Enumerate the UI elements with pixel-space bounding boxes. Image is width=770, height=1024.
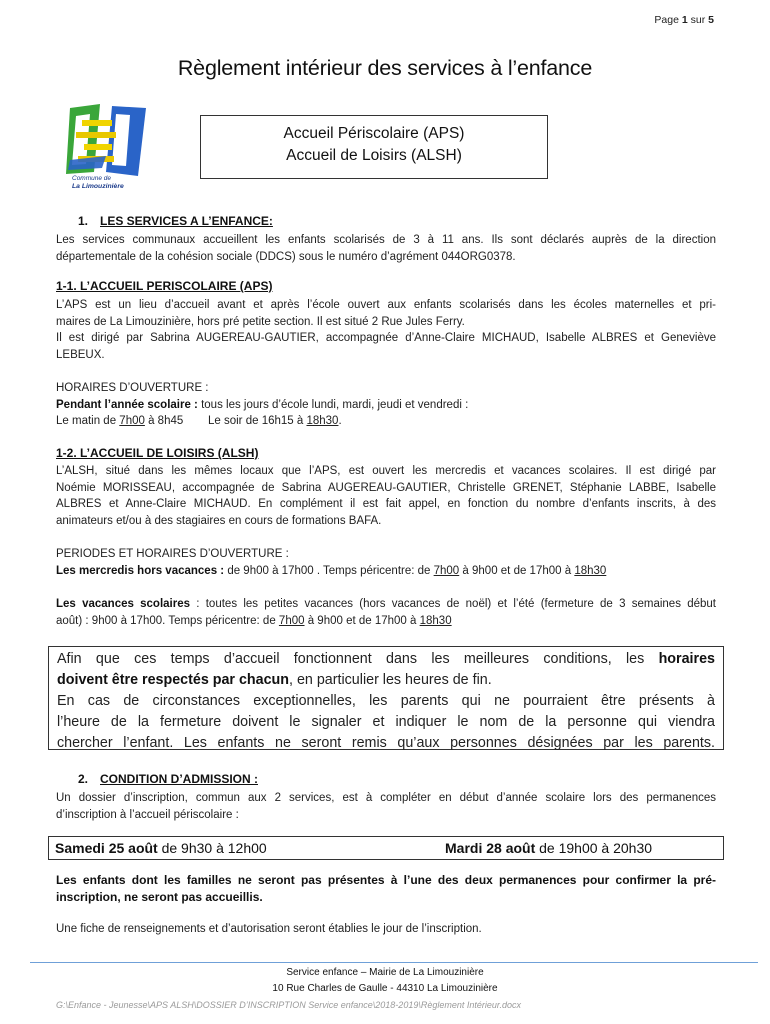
page-sep: sur [690, 14, 706, 26]
warning-paragraph [56, 872, 716, 905]
alsh-holidays-line: août) : 9h00 à 17h00. Temps péricentre: de 7h00 à 9h00 et de 17h00 à 18h30 [56, 614, 452, 627]
notice-line: Afin que ces temps d’accueil fonctionnent dans les meilleures conditions, les horaires [57, 651, 715, 667]
svg-text:Commune de: Commune de [72, 175, 112, 182]
alsh-holidays-label: Les vacances scolaires [56, 598, 191, 610]
alsh-line: L’ALSH, situé dans les mêmes locaux que l’APS, est ouvert les mercredis et vacances scolaires. Il est dirigé par [56, 465, 716, 477]
aps-school-year-label: Pendant l’année scolaire : [56, 398, 198, 411]
alsh-line: animateurs et/ou à des stagiaires en cours de formations BAFA. [56, 514, 382, 527]
section2-paragraph [56, 790, 716, 823]
page-prefix: Page [654, 14, 679, 26]
commune-logo [54, 102, 154, 194]
aps-morning-start: 7h00 [119, 415, 145, 427]
alsh-line: Noémie MORISSEAU, accompagnée de Sabrina AUGEREAU-GAUTIER, Christelle GRENET, Stéphanie LABBE, Isabelle [56, 481, 716, 494]
aps-line: maires de La Limouzinière, hors pré petite section. Il est situé 2 Rue Jules Ferry. [56, 315, 465, 328]
notice-line: En cas de circonstances exceptionnelles, les parents qui ne pourraient être présents à [57, 693, 715, 709]
fiche-paragraph: Une fiche de renseignements et d’autorisation seront établies le jour de l’inscription. [56, 923, 482, 935]
section1-number: 1. [78, 214, 89, 228]
section1-title: LES SERVICES A L’ENFANCE: [100, 214, 273, 228]
footer-file-path: G:\Enfance - Jeunesse\APS ALSH\DOSSIER D’INSCRIPTION Service enfance\2018-2019\Règlement Intérieur.docx [56, 1000, 522, 1010]
section2-number: 2. [78, 772, 89, 786]
warning-line: Les enfants dont les familles ne seront pas présentes à l’une des deux permanences pour confirmer la pré- [56, 873, 716, 887]
aps-evening-end: 18h30 [306, 415, 339, 427]
alsh-line: ALBRES et Anne-Claire MICHAUD. En complément il est fait appel, en fonction du nombre d’enfants inscrits, à des [56, 498, 716, 510]
section2-heading [78, 772, 258, 786]
svg-text:La Limouzinière: La Limouzinière [72, 183, 124, 190]
page-number [654, 14, 714, 26]
alsh-periods-heading: PERIODES ET HORAIRES D’OUVERTURE : [56, 548, 289, 560]
service-title-box [200, 115, 548, 179]
aps-line: Il est dirigé par Sabrina AUGEREAU-GAUTIER, accompagnée d’Anne-Claire MICHAUD, Isabelle ALBRES et Geneviève [56, 332, 716, 344]
aps-times-line: Le matin de 7h00 à 8h45 Le soir de 16h15 à 18h30. [56, 415, 342, 427]
aps-hours [56, 380, 716, 430]
alsh-paragraph [56, 463, 716, 529]
section1-heading [78, 214, 273, 228]
footer-divider [30, 962, 758, 963]
box-line-aps: Accueil Périscolaire (APS) [283, 125, 465, 142]
footer-line-1: Service enfance – Mairie de La Limouzinière [286, 967, 484, 978]
section2-title: CONDITION D’ADMISSION : [100, 772, 258, 786]
alsh-periods [56, 546, 716, 579]
section2-line: Un dossier d’inscription, commun aux 2 services, est à compléter en début d’année scolaire lors des permanences [56, 792, 716, 804]
section1-line: Les services communaux accueillent les enfants scolarisés de 3 à 11 ans. Ils sont déclarés auprès de la direction [56, 234, 716, 246]
box-line-alsh: Accueil de Loisirs (ALSH) [286, 147, 462, 164]
permanences-box [48, 836, 724, 860]
aps-hours-heading: HORAIRES D’OUVERTURE : [56, 382, 209, 394]
footer-line-2: 10 Rue Charles de Gaulle - 44310 La Limouzinière [272, 983, 498, 994]
section2-line: d’inscription à l’accueil périscolaire : [56, 808, 239, 821]
alsh-holidays [56, 596, 716, 629]
aps-heading: 1-1. L’ACCUEIL PERISCOLAIRE (APS) [56, 279, 273, 293]
notice-line: doivent être respectés par chacun, en particulier les heures de fin. [57, 672, 492, 688]
aps-line: L’APS est un lieu d’accueil avant et après l’école ouvert aux enfants scolarisés dans les écoles maternelles et pri- [56, 299, 716, 311]
notice-line: chercher l’enfant. Les enfants ne seront remis qu’aux personnes désignées par les parents. [57, 735, 715, 751]
aps-line: LEBEUX. [56, 348, 105, 361]
alsh-wednesday-line: Les mercredis hors vacances : de 9h00 à 17h00 . Temps péricentre: de 7h00 à 9h00 et de 17h00 à 18h30 [56, 564, 607, 577]
alsh-wednesday-label: Les mercredis hors vacances : [56, 564, 225, 577]
alsh-heading: 1-2. L’ACCUEIL DE LOISIRS (ALSH) [56, 446, 259, 460]
aps-paragraph [56, 297, 716, 363]
warning-line: inscription, ne seront pas accueillis. [56, 889, 263, 904]
aps-school-year-text: tous les jours d’école lundi, mardi, jeudi et vendredi : [197, 398, 469, 411]
commune-logo-icon [54, 102, 154, 194]
section1-line: départementale de la cohésion sociale (DDCS) sous le numéro d’agrément 044ORG0378. [56, 250, 516, 263]
page-total: 5 [708, 14, 714, 26]
notice-box [48, 646, 724, 750]
notice-line: l’heure de la fermeture doivent le signaler et indiquer le nom de la personne qui viendra [57, 714, 715, 730]
section1-paragraph [56, 232, 716, 265]
page-current: 1 [681, 14, 688, 26]
permanence-saturday: Samedi 25 août de 9h30 à 12h00 [55, 840, 267, 856]
permanence-tuesday: Mardi 28 août de 19h00 à 20h30 [445, 840, 653, 856]
page-title: Règlement intérieur des services à l’enfance [177, 56, 593, 80]
alsh-holidays-line: Les vacances scolaires : toutes les petites vacances (hors vacances de noël) et l’été (fermeture de 3 semaines début [56, 598, 716, 610]
